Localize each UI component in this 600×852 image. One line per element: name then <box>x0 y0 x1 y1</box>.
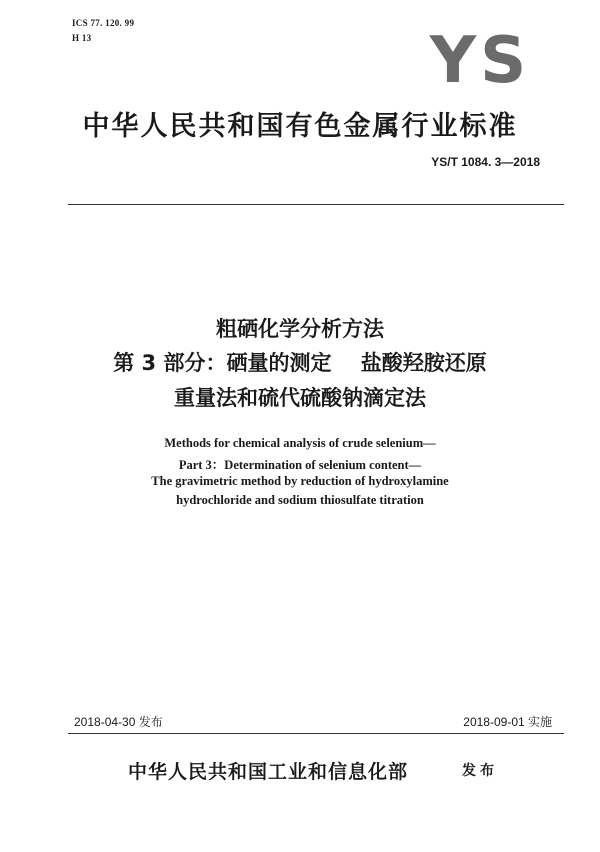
publisher-name: 中华人民共和国工业和信息化部 <box>128 761 409 783</box>
cn-title-line-3: 重量法和硫代硫酸钠滴定法 <box>174 386 426 410</box>
cn-title-line-1: 粗硒化学分析方法 <box>216 317 384 341</box>
svg-text:YS: YS <box>429 30 531 90</box>
ys-logo <box>420 30 540 90</box>
en-title-line-2: Part 3：Determination of selenium content— <box>178 458 422 472</box>
en-title-line-1: Methods for chemical analysis of crude selenium— <box>164 436 436 450</box>
cn-title-line-2: 第 3 部分：硒量的测定 盐酸羟胺还原 <box>113 351 487 375</box>
publish-label: 发布 <box>462 763 498 779</box>
standard-category-title: 中华人民共和国有色金属行业标准 <box>82 111 518 142</box>
en-title-line-4: hydrochloride and sodium thiosulfate titration <box>176 493 424 507</box>
implementation-date: 2018-09-01 实施 <box>463 715 552 729</box>
en-title-line-3: The gravimetric method by reduction of hydroxylamine <box>151 474 449 488</box>
footer-divider <box>68 733 564 734</box>
ccs-code: H 13 <box>72 33 92 43</box>
issue-date: 2018-04-30 发布 <box>74 715 163 729</box>
standard-number: YS/T 1084. 3—2018 <box>431 155 540 169</box>
header-divider <box>68 204 564 205</box>
ics-code: ICS 77. 120. 99 <box>72 18 135 28</box>
